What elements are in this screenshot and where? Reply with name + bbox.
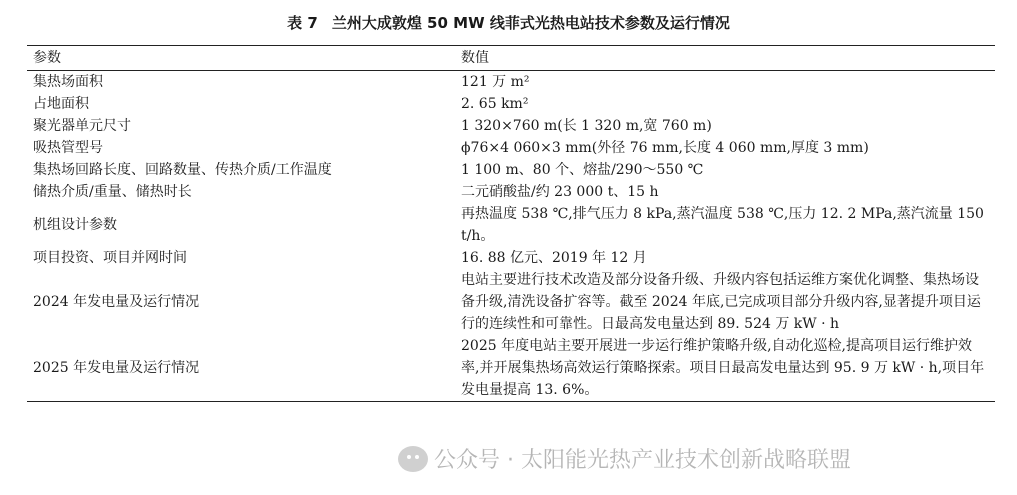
table-number: 表 7: [287, 14, 318, 32]
table-row: [27, 159, 995, 181]
table-row: [27, 115, 995, 137]
value-cell: 1 100 m、80 个、熔盐/290～550 ℃: [461, 162, 704, 178]
value-cell: ϕ76×4 060×3 mm(外径 76 mm,长度 4 060 mm,厚度 3 mm): [461, 140, 869, 156]
value-cell: 2. 65 km²: [461, 96, 529, 112]
value-cell: 16. 88 亿元、2019 年 12 月: [461, 250, 647, 266]
param-cell: 集热场面积: [33, 74, 103, 90]
param-cell: 2025 年发电量及运行情况: [33, 360, 200, 376]
param-cell: 聚光器单元尺寸: [33, 118, 131, 134]
table-header-row: [27, 46, 995, 71]
value-cell: 2025 年度电站主要开展进一步运行维护策略升级,自动化巡检,提高项目运行维护效率,并开展集热场高效运行策略探索。项目日最高发电量达到 95. 9 万 kW · h,项目年发电量提高 13. 6%。: [461, 338, 985, 398]
wechat-icon: [398, 446, 428, 472]
table-row: [27, 203, 995, 247]
header-value: 数值: [461, 50, 489, 66]
value-cell: 电站主要进行技术改造及部分设备升级、升级内容包括运维方案优化调整、集热场设备升级,清洗设备扩容等。截至 2024 年底,已完成项目部分升级内容,显著提升项目运行的连续性和可靠性。日最高发电量达到 89. 524 万 kW · h: [461, 272, 981, 332]
param-cell: 占地面积: [33, 96, 89, 112]
header-parameter: 参数: [33, 50, 61, 66]
value-cell: 二元硝酸盐/约 23 000 t、15 h: [461, 184, 659, 200]
table-row: [27, 93, 995, 115]
table-row: [27, 335, 995, 402]
watermark: [398, 443, 851, 474]
param-cell: 2024 年发电量及运行情况: [33, 294, 200, 310]
table-row: [27, 247, 995, 269]
param-cell: 项目投资、项目并网时间: [33, 250, 187, 266]
param-cell: 储热介质/重量、储热时长: [33, 184, 192, 200]
table-row: [27, 181, 995, 203]
watermark-text: 公众号 · 太阳能光热产业技术创新战略联盟: [434, 448, 851, 473]
value-cell: 再热温度 538 ℃,排气压力 8 kPa,蒸汽温度 538 ℃,压力 12. 2 MPa,蒸汽流量 150 t/h。: [461, 206, 984, 244]
param-cell: 吸热管型号: [33, 140, 103, 156]
value-cell: 1 320×760 m(长 1 320 m,宽 760 m): [461, 118, 712, 134]
table-row: [27, 269, 995, 335]
param-cell: 集热场回路长度、回路数量、传热介质/工作温度: [33, 162, 332, 178]
table-row: [27, 71, 995, 94]
parameters-table: [27, 45, 995, 402]
table-caption: [0, 12, 1017, 33]
table-row: [27, 137, 995, 159]
param-cell: 机组设计参数: [33, 217, 117, 233]
value-cell: 121 万 m²: [461, 74, 530, 90]
table-title: 兰州大成敦煌 50 MW 线菲式光热电站技术参数及运行情况: [331, 14, 730, 32]
